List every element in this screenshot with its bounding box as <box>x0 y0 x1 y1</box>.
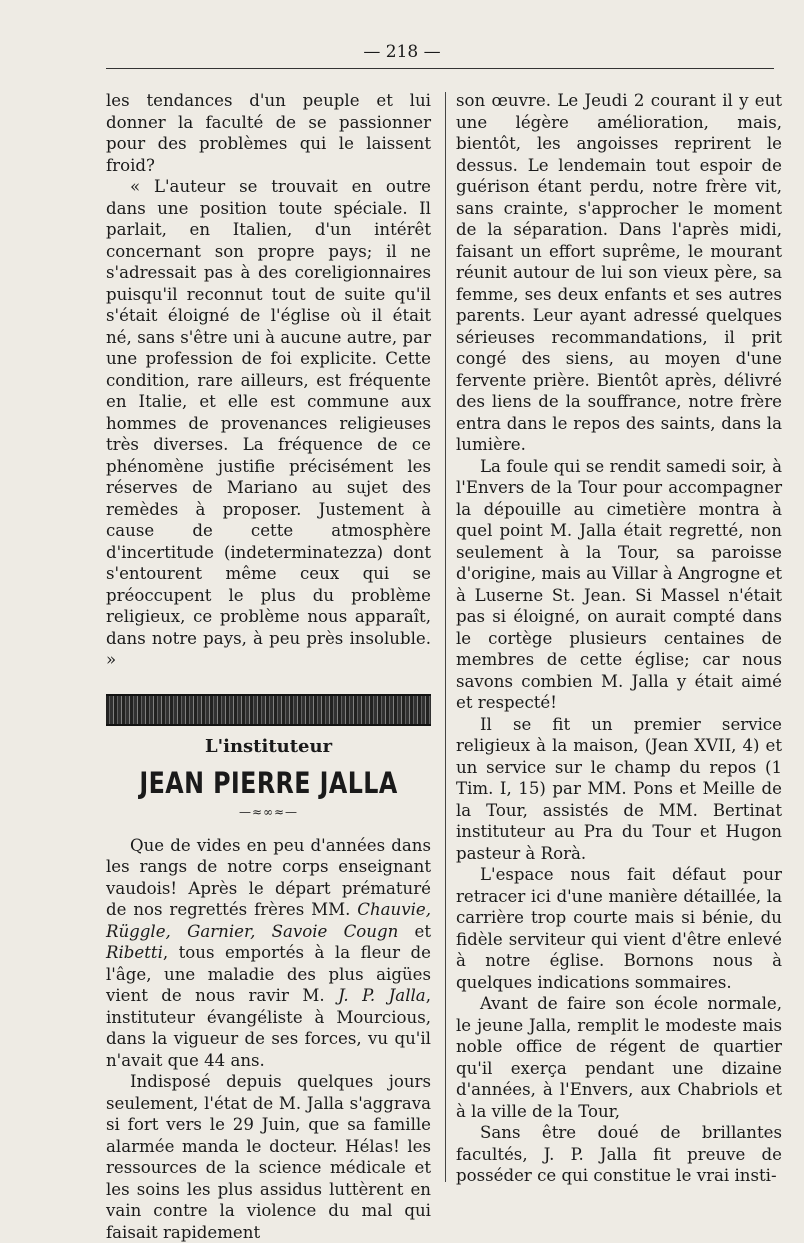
header-rule <box>106 68 774 69</box>
text: et <box>398 921 431 941</box>
paragraph: Il se fit un premier service religieux à la maison, (Jean XVII, 4) et un service sur le champ du repos (1 Tim. I, 15) par MM. Pons et Meille de la Tour, assistés de MM. Bertinat instituteur au Pra du Tour et Hugon pasteur à Rorà. <box>456 714 782 863</box>
paragraph: son œuvre. Le Jeudi 2 courant il y eut une légère amélioration, mais, bientôt, les angoisses reprirent le dessus. Le lendemain tout espoir de guérison étant perdu, notre frère vit, sans crainte, s'approcher le moment de la séparation. Dans l'après midi, faisant un effort suprême, le mourant réunit autour de lui son vieux père, sa femme, ses deux enfants et ses autres parents. Leur ayant adressé quelques sérieuses recommandations, il prit congé des siens, au moyen d'une fervente prière. Bientôt après, délivré des liens de la souffrance, notre frère entra dans le repos des saints, dans la lumière. <box>456 91 782 454</box>
paragraph: L'espace nous fait défaut pour retracer ici d'une manière détaillée, la carrière trop courte mais si bénie, du fidèle serviteur qui vient d'être enlevé à notre église. Bornons nous à quelques indications sommaires. <box>456 865 782 992</box>
names: Ribetti <box>106 943 163 962</box>
right-column <box>456 90 782 1187</box>
column-divider <box>445 92 446 1182</box>
quotation-paragraph: « L'auteur se trouvait en outre dans une position toute spéciale. Il parlait, en Italien, d'un intérêt concernant son propre pays; il ne s'adressait pas à des coreligionnaires puisqu'il reconnut tout de suite qu'il s'était éloigné de l'église où il était né, sans s'être uni à aucune autre, par une profession de foi explicite. Cette condition, rare ailleurs, est fréquente en Italie, et elle est commune aux hommes de provenances religieuses très diverses. La fréquence de ce phénomène justifie précisément les réserves de Mariano au sujet des remèdes à proposer. Justement à cause de cette atmosphère d'incertitude (indeterminatezza) dont s'entourent même ceux qui se préoccupent le plus du problème religieux, ce problème nous apparaît, dans notre pays, à peu près insoluble. » <box>106 177 431 669</box>
paragraph: Sans être doué de brillantes facultés, J. P. Jalla fit preuve de posséder ce qui constitue le vrai insti- <box>456 1123 782 1185</box>
text: Que de vides en peu d'années dans les rangs de notre corps enseignant vaudois! Après le départ prématuré de nos regrettés frères MM. <box>106 835 431 919</box>
paragraph: La foule qui se rendit samedi soir, à l'Envers de la Tour pour accompagner la dépouille au cimetière montra à quel point M. Jalla était regretté, non seulement à la Tour, sa paroisse d'origine, mais au Villar à Angrogne et à Luserne St. Jean. Si Massel n'était pas si éloigné, on aurait compté dans le cortège plusieurs centaines de membres de cette église; car nous savons combien M. Jalla y était aimé et respecté! <box>456 456 782 712</box>
decorative-banner <box>106 694 431 726</box>
paragraph <box>106 835 431 1072</box>
article-subheading: L'instituteur <box>204 735 333 757</box>
article-title: JEAN PIERRE JALLA <box>139 765 398 800</box>
paragraph: les tendances d'un peuple et lui donner la faculté de se passionner pour des problèmes qui le laissent froid? <box>106 91 431 175</box>
text: , instituteur évangéliste à Mourcious, dans la vigueur de ses forces, vu qu'il n'avait que 44 ans. <box>106 986 431 1070</box>
left-column <box>106 90 431 1243</box>
paragraph: Avant de faire son école normale, le jeune Jalla, remplit le modeste mais noble office de régent de quartier qu'il exerça pendant une dizaine d'années, à l'Envers, aux Chabriols et à la ville de la Tour, <box>456 994 782 1121</box>
ornament-divider: —≈∞≈— <box>238 804 299 819</box>
text: , tous emportés à la fleur de l'âge, une maladie des plus aigües vient de nous ravir M. <box>106 943 431 1005</box>
names: Chauvie, Rüggle, Garnier, Savoie Cougn <box>106 900 431 941</box>
paragraph: Indisposé depuis quelques jours seulement, l'état de M. Jalla s'aggrava si fort vers le 29 Juin, que sa famille alarmée manda le docteur. Hélas! les ressources de la science médicale et les soins les plus assidus luttèrent en vain contre la violence du mal qui faisait rapidement <box>106 1072 431 1242</box>
page-number: — 218 — <box>363 42 441 62</box>
names: J. P. Jalla <box>338 986 426 1005</box>
